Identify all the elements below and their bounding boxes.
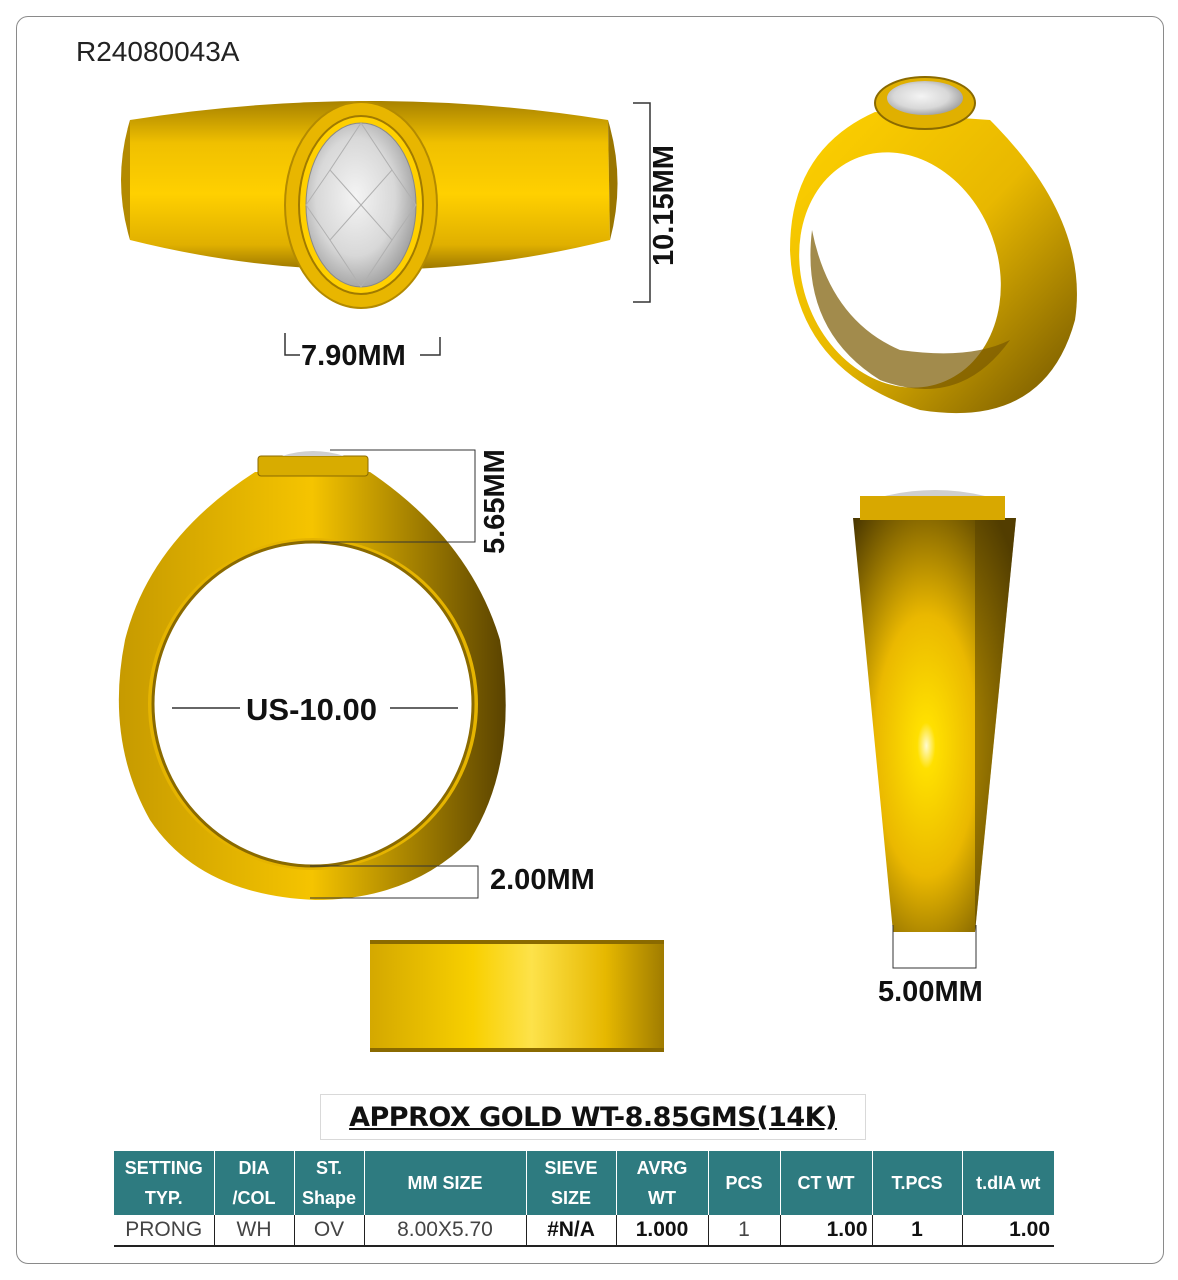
header-t-pcs: T.PCS [872,1151,962,1215]
header-avrg-wt: AVRG WT [616,1151,708,1215]
stone-spec-table [114,1151,1054,1247]
cell-ct-wt: 1.00 [780,1215,872,1246]
thickness-dimension: 2.00MM [490,864,595,896]
band-view [370,940,664,1052]
header-setting-type: SETTING TYP. [114,1151,214,1215]
cell-mm-size: 8.00X5.70 [364,1215,526,1246]
top-height-dimension: 5.65MM [479,449,511,554]
height-dimension: 10.15MM [648,145,680,266]
header-sieve-size: SIEVE SIZE [526,1151,616,1215]
side-view-ring [853,490,1016,932]
header-stone-shape: ST. Shape [294,1151,364,1215]
table-row [114,1215,1054,1246]
cell-t-pcs: 1 [872,1215,962,1246]
front-view-ring [119,451,506,900]
ring-size-label: US-10.00 [246,692,377,727]
width-dimension: 7.90MM [301,340,406,372]
header-dia-col: DIA /COL [214,1151,294,1215]
cell-pcs: 1 [708,1215,780,1246]
design-code: R24080043A [76,36,240,67]
cell-t-dia-wt: 1.00 [962,1215,1054,1246]
shank-width-dimension: 5.00MM [878,976,983,1008]
table-header-row [114,1151,1054,1215]
cell-shape: OV [294,1215,364,1246]
gold-weight-label: APPROX GOLD WT-8.85GMS(14K) [349,1101,837,1133]
header-mm-size: MM SIZE [364,1151,526,1215]
cell-sieve-size: #N/A [526,1215,616,1246]
cell-setting: PRONG [114,1215,214,1246]
cell-avrg-wt: 1.000 [616,1215,708,1246]
header-pcs: PCS [708,1151,780,1215]
top-view-ring [121,101,618,308]
gold-weight-box [320,1094,866,1140]
header-t-dia-wt: t.dIA wt [962,1151,1054,1215]
perspective-ring [767,77,1077,416]
cell-dia-col: WH [214,1215,294,1246]
header-ct-wt: CT WT [780,1151,872,1215]
